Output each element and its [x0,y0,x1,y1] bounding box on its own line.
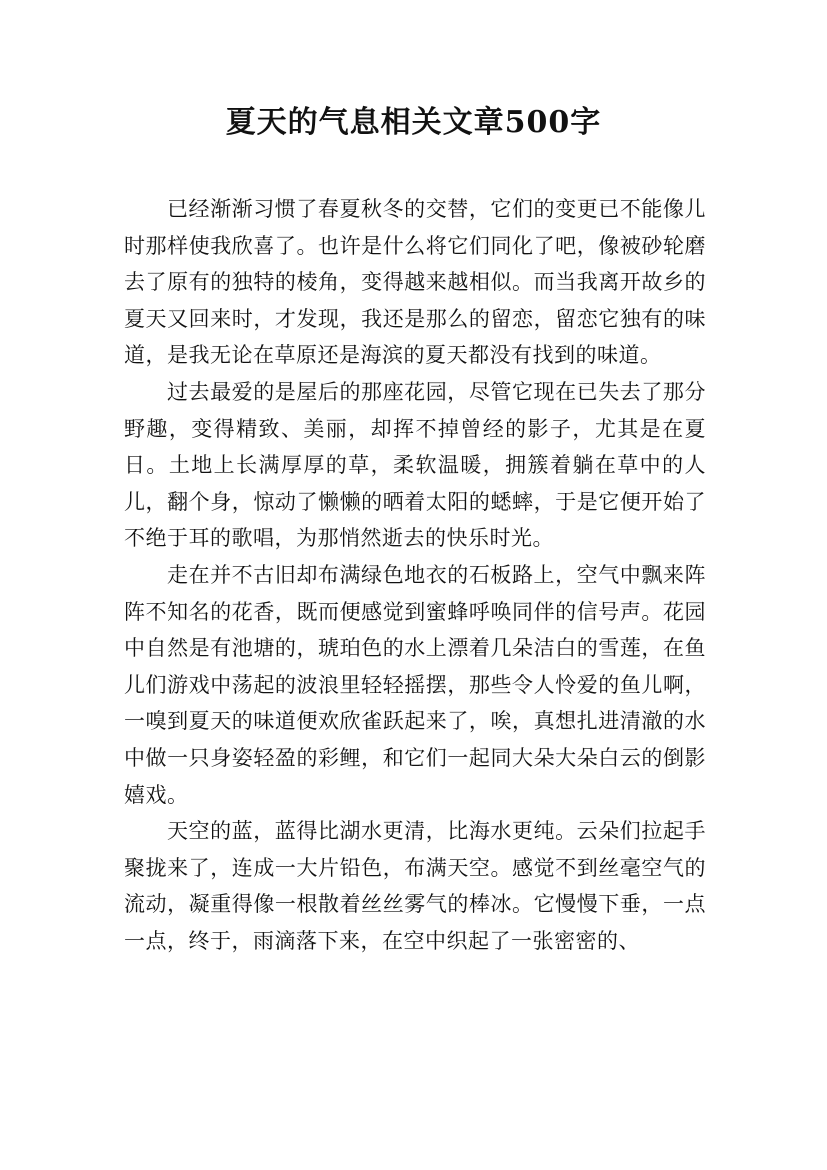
paragraph-3: 走在并不古旧却布满绿色地衣的石板路上，空气中飘来阵阵不知名的花香，既而便感觉到蜜蜂呼唤同伴的信号声。花园中自然是有池塘的，琥珀色的水上漂着几朵洁白的雪莲，在鱼儿们游戏中荡起的波浪里轻轻摇摆，那些令人怜爱的鱼儿啊，一嗅到夏天的味道便欢欣雀跃起来了，唉，真想扎进清澈的水中做一只身姿轻盈的彩鲤，和它们一起同大朵大朵白云的倒影嬉戏。 [124,562,706,807]
article-body [124,191,706,959]
paragraph-4: 天空的蓝，蓝得比湖水更清，比海水更纯。云朵们拉起手聚拢来了，连成一大片铅色，布满天空。感觉不到丝毫空气的流动，凝重得像一根散着丝丝雾气的棒冰。它慢慢下垂，一点一点，终于，雨滴落下来，在空中织起了一张密密的、 [124,819,706,953]
document-title: 夏天的气息相关文章500字 [225,105,602,140]
paragraph-1: 已经渐渐习惯了春夏秋冬的交替，它们的变更已不能像儿时那样使我欣喜了。也许是什么将它们同化了吧，像被砂轮磨去了原有的独特的棱角，变得越来越相似。而当我离开故乡的夏天又回来时，才发现，我还是那么的留恋，留恋它独有的味道，是我无论在草原还是海滨的夏天都没有找到的味道。 [124,197,706,368]
paragraph-2: 过去最爱的是屋后的那座花园，尽管它现在已失去了那分野趣，变得精致、美丽，却挥不掉曾经的影子，尤其是在夏日。土地上长满厚厚的草，柔软温暖，拥簇着躺在草中的人儿，翻个身，惊动了懒懒的晒着太阳的蟋蟀，于是它便开始了不绝于耳的歌唱，为那悄然逝去的快乐时光。 [124,379,706,551]
